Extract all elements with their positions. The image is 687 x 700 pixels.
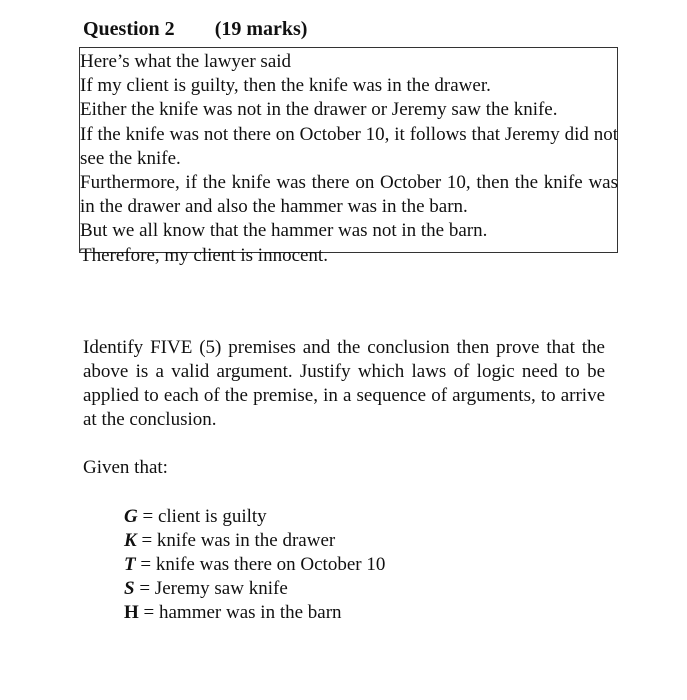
definition-symbol: T	[124, 554, 136, 575]
question-title: Question 2	[83, 18, 175, 40]
definition-equals: =	[141, 530, 153, 551]
definition-row	[124, 505, 385, 529]
definition-symbol: K	[124, 530, 137, 551]
question-header	[83, 17, 307, 41]
definition-equals: =	[143, 602, 155, 623]
lawyer-statement-text	[80, 50, 618, 268]
definition-equals: =	[139, 578, 151, 599]
definition-equals: =	[140, 554, 152, 575]
definition-symbol: G	[124, 506, 138, 527]
definition-meaning: client is guilty	[157, 506, 267, 527]
question-marks: (19 marks)	[214, 18, 308, 40]
statement-line: If the knife was not there on October 10, it follows that Jeremy did not see the knife.	[80, 123, 618, 169]
definition-row	[124, 577, 385, 601]
definition-row	[124, 553, 385, 577]
statement-line: If my client is guilty, then the knife was in the drawer.	[80, 75, 491, 97]
definition-meaning: knife was in the drawer	[156, 530, 336, 551]
definition-equals: =	[142, 506, 154, 527]
definition-meaning: knife was there on October 10	[155, 554, 386, 575]
statement-line: Furthermore, if the knife was there on October 10, then the knife was in the drawer and also the hammer was in the barn.	[80, 172, 618, 218]
given-label: Given that:	[83, 457, 168, 478]
definition-meaning: hammer was in the barn	[159, 602, 342, 623]
statement-conclusion-line: Therefore, my client is innocent.	[80, 244, 328, 266]
statement-line: Either the knife was not in the drawer or Jeremy saw the knife.	[80, 99, 558, 121]
instruction-paragraph: Identify FIVE (5) premises and the conclusion then prove that the above is a valid argument. Justify which laws of logic need to be applied to each of the premise, in a sequence of arguments, to arrive at the conclusion.	[83, 337, 605, 430]
variable-definitions	[124, 505, 385, 625]
definition-meaning: Jeremy saw knife	[154, 578, 288, 599]
definition-symbol: S	[124, 578, 135, 599]
definition-row	[124, 601, 385, 625]
statement-line: But we all know that the hammer was not in the barn.	[80, 220, 488, 242]
definition-symbol: H	[124, 602, 139, 623]
definition-row	[124, 529, 385, 553]
statement-line: Here’s what the lawyer said	[80, 51, 292, 72]
